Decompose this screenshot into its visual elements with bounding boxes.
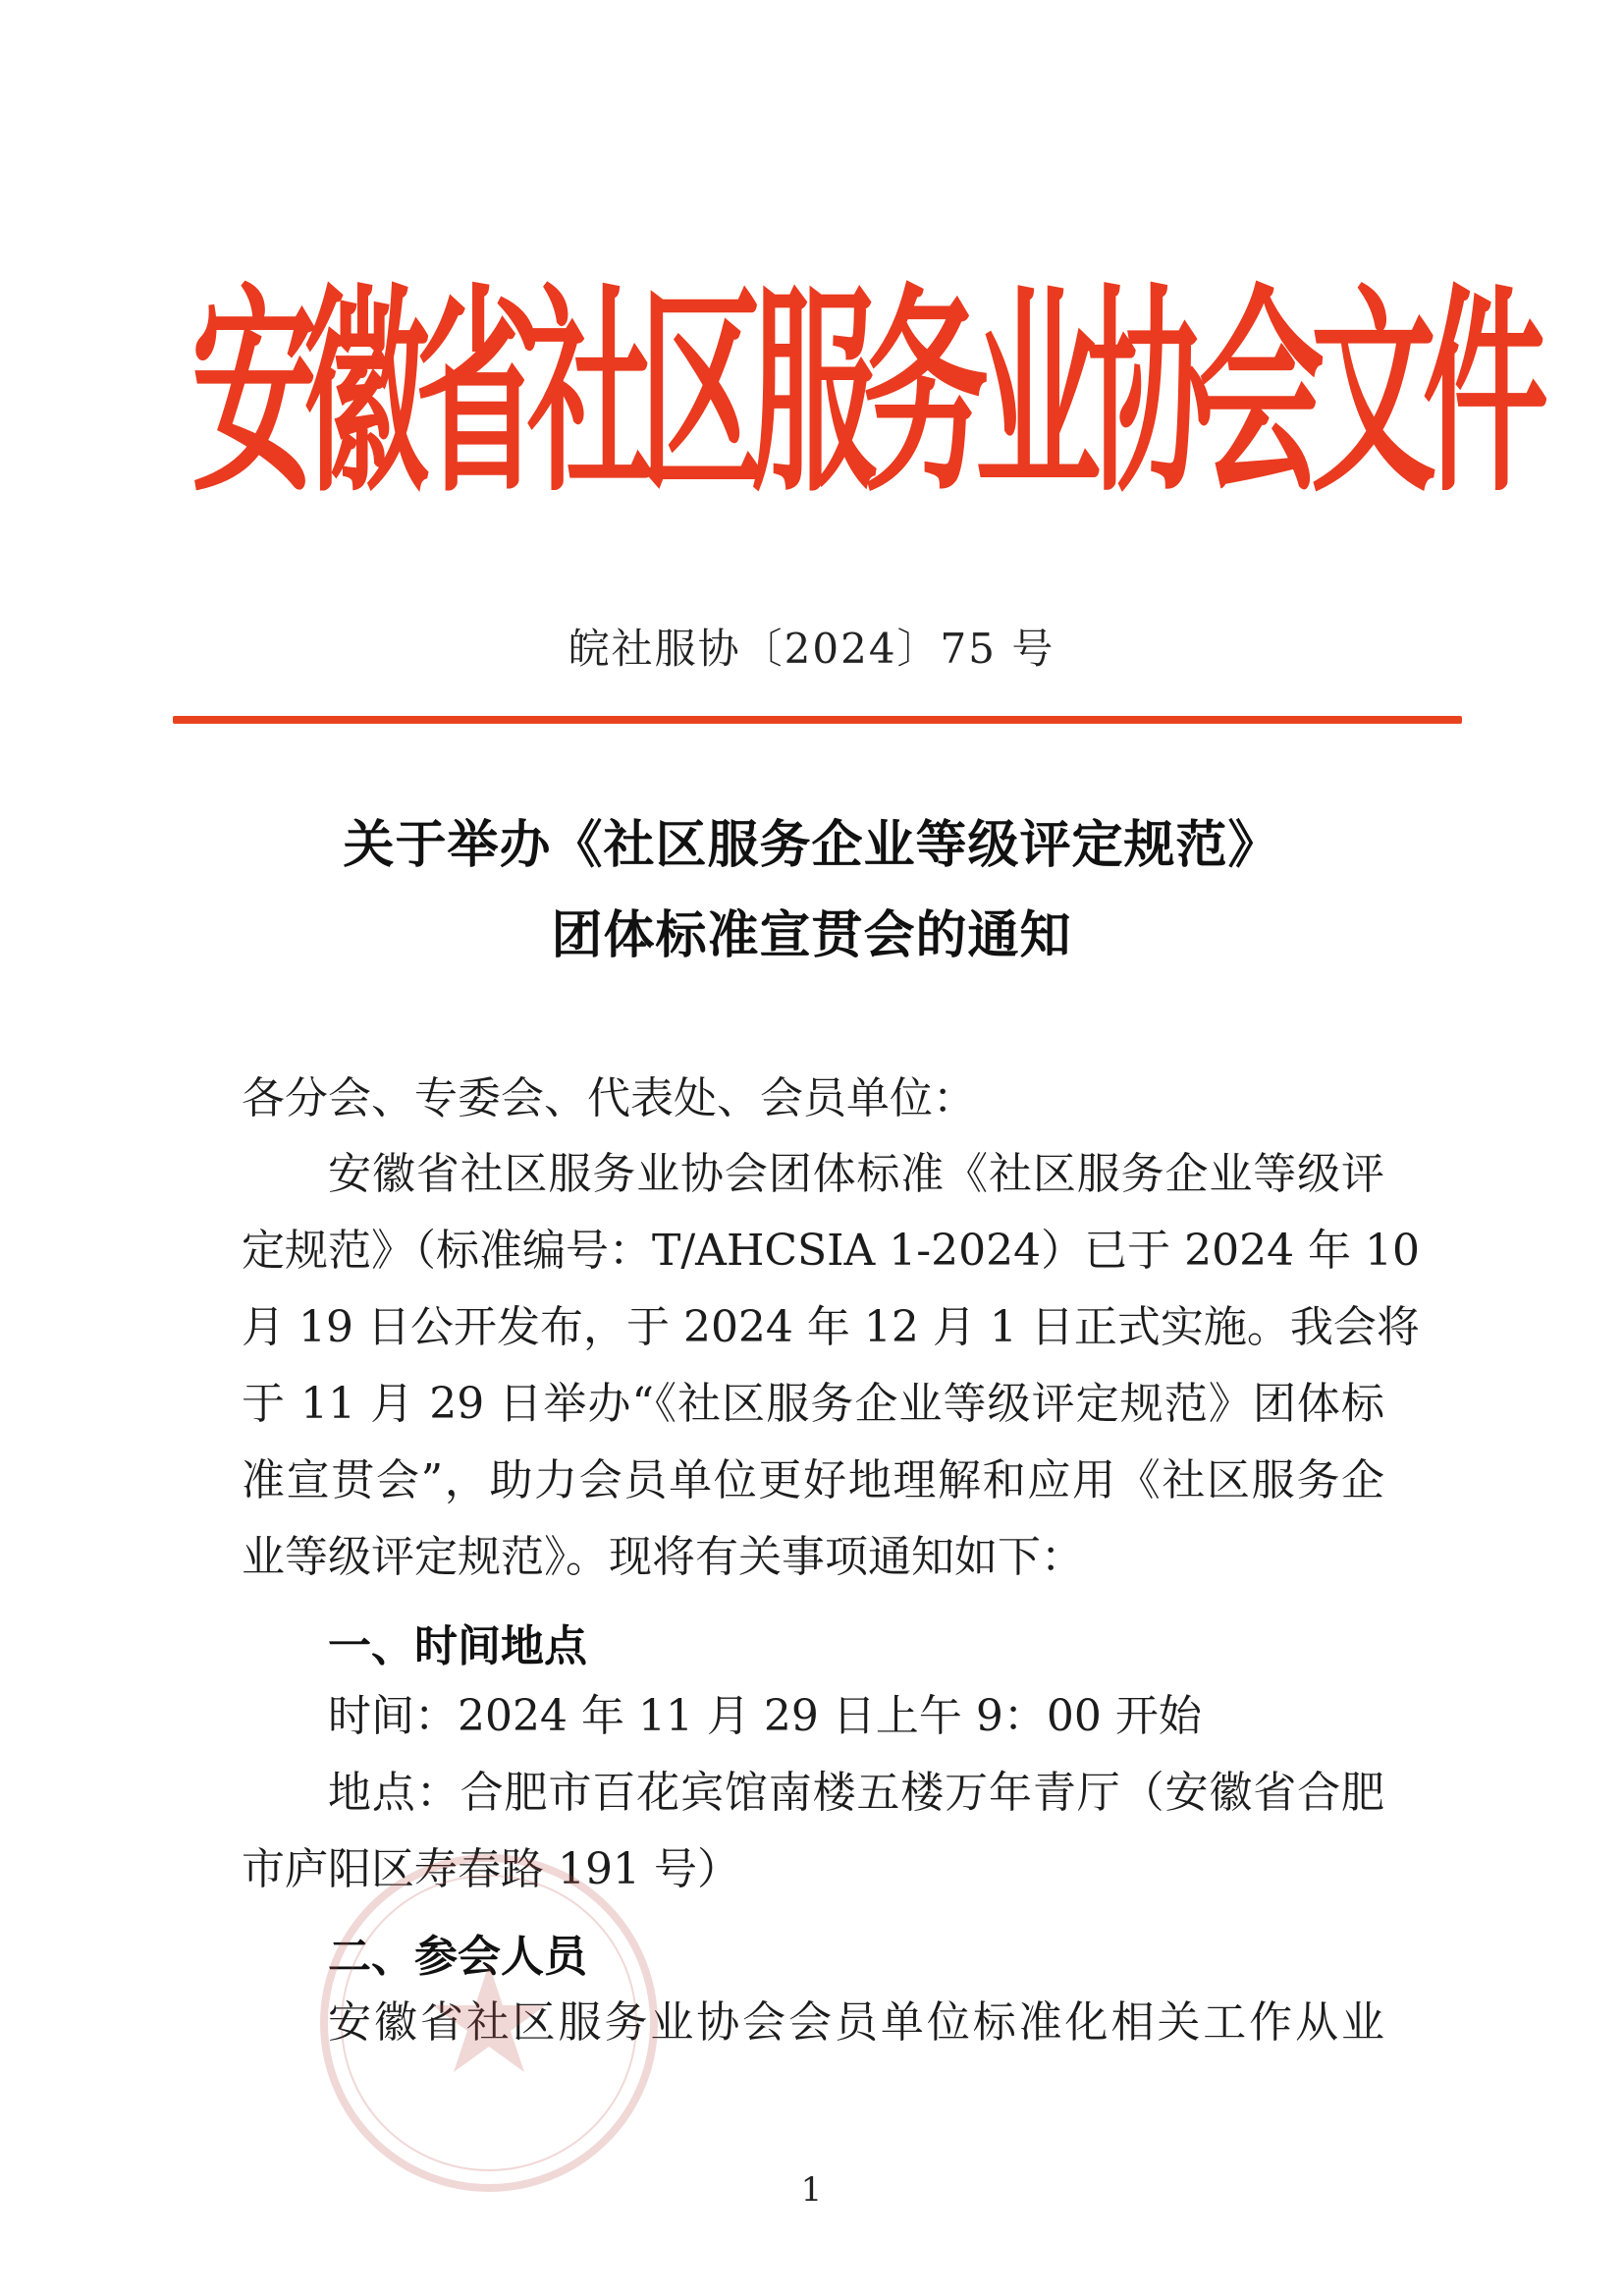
document-number: 皖社服协〔2024〕75 号 — [568, 625, 1055, 673]
masthead-char: 会 — [1199, 266, 1325, 523]
salutation: 各分会、专委会、代表处、会员单位： — [242, 1073, 976, 1123]
paragraph-line: 定规范》（标准编号：T/AHCSIA 1-2024）已于 2024 年 10 — [242, 1226, 1421, 1276]
red-divider-line — [173, 716, 1462, 724]
paragraph-line: 安徽省社区服务业协会团体标准《社区服务企业等级评 — [328, 1149, 1384, 1199]
masthead-char: 业 — [975, 266, 1102, 523]
paragraph-line: 准宣贯会”，助力会员单位更好地理解和应用《社区服务企 — [242, 1455, 1384, 1505]
masthead-char: 件 — [1423, 266, 1549, 523]
section-heading-time-place: 一、时间地点 — [328, 1621, 587, 1671]
meeting-place-line-1: 地点：合肥市百花宾馆南楼五楼万年青厅（安徽省合肥 — [328, 1768, 1384, 1818]
masthead-char: 安 — [191, 266, 318, 523]
masthead-char: 区 — [639, 266, 766, 523]
masthead-char: 服 — [751, 266, 878, 523]
masthead-char: 省 — [415, 266, 542, 523]
meeting-place-line-2: 市庐阳区寿春路 191 号） — [242, 1844, 740, 1894]
masthead-char: 社 — [527, 266, 654, 523]
masthead-char: 文 — [1311, 266, 1437, 523]
masthead-title — [191, 263, 1549, 528]
masthead-char: 协 — [1087, 266, 1214, 523]
paragraph-line: 于 11 月 29 日举办“《社区服务企业等级评定规范》团体标 — [242, 1379, 1384, 1429]
participants-line: 安徽省社区服务业协会会员单位标准化相关工作从业 — [328, 1997, 1384, 2048]
paragraph-line: 月 19 日公开发布，于 2024 年 12 月 1 日正式实施。我会将 — [242, 1302, 1420, 1352]
paragraph-line: 业等级评定规范》。现将有关事项通知如下： — [242, 1532, 1084, 1582]
page-number: 1 — [800, 2170, 823, 2210]
notice-title-line-1: 关于举办《社区服务企业等级评定规范》 — [343, 816, 1280, 875]
section-heading-participants: 二、参会人员 — [328, 1932, 587, 1982]
notice-title-line-2: 团体标准宣贯会的通知 — [551, 906, 1072, 965]
masthead-char: 徽 — [303, 266, 430, 523]
meeting-time: 时间：2024 年 11 月 29 日上午 9：00 开始 — [328, 1691, 1202, 1741]
masthead-char: 务 — [863, 266, 990, 523]
